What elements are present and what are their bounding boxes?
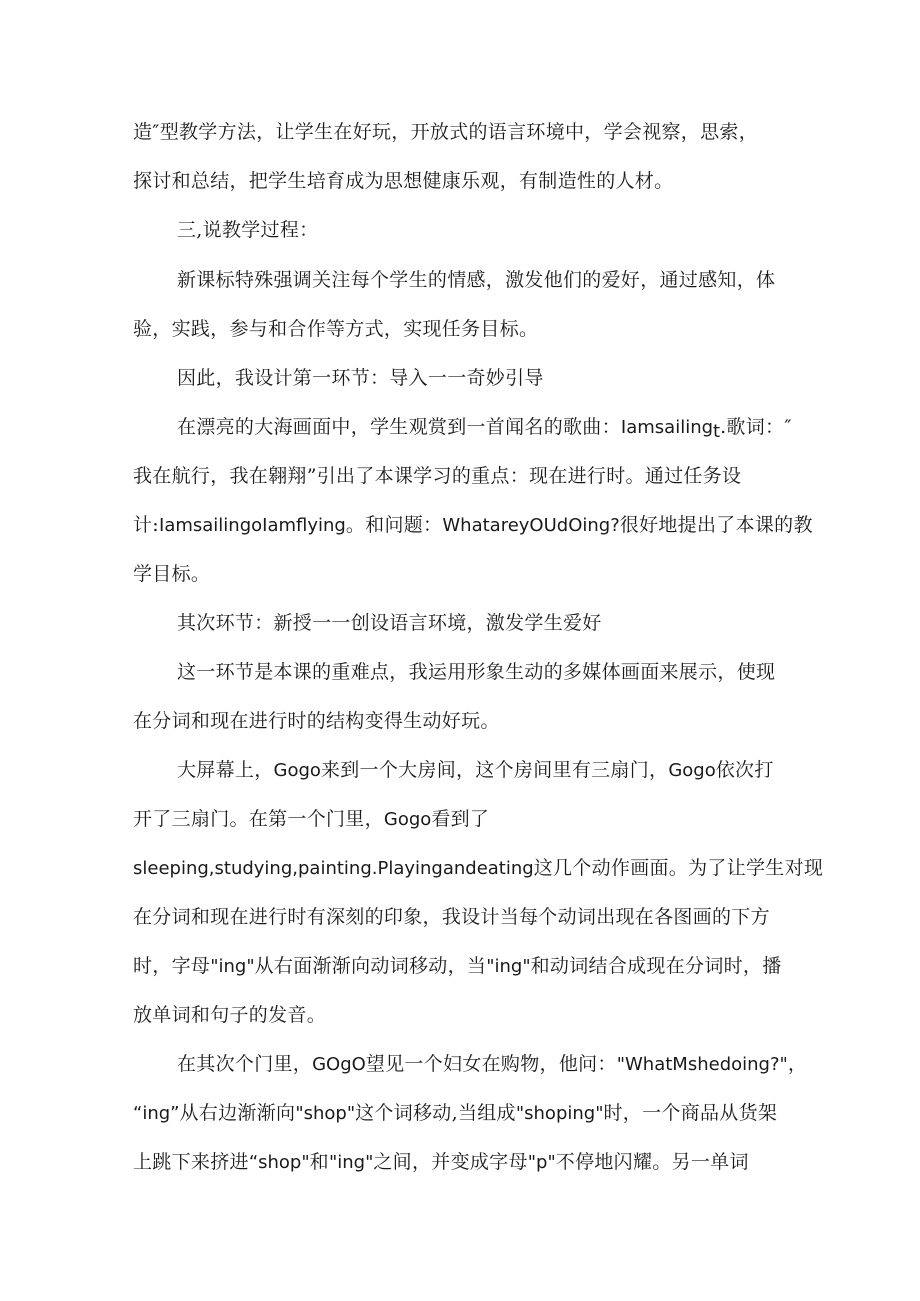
text-run: 大屏幕上， (177, 759, 274, 781)
text-run: 上跳下来挤进 (133, 1151, 249, 1173)
paragraph-3 (133, 256, 795, 354)
english-question: WhatareyOUdOing? (442, 515, 620, 536)
text-run: 时，字母 (133, 955, 211, 977)
english-question: "WhatMshedoing?" (616, 1054, 788, 1075)
text-line: 因此，我设计第一环节：导入一一奇妙引导 (177, 367, 544, 389)
text-run: 看到了 (431, 808, 490, 830)
text-line: 探讨和总结，把学生培育成为思想健康乐观，有制造性的人材。 (133, 170, 674, 192)
text-line (133, 1138, 795, 1187)
section-heading (133, 206, 795, 255)
text-run: 从右边渐渐向 (179, 1102, 296, 1124)
text-line (133, 746, 795, 795)
text-run: 时，一个商品从货架 (603, 1102, 778, 1124)
text-run: 这个词移动,当组成 (355, 1102, 516, 1124)
text-run: 依次打 (715, 759, 774, 781)
text-line: 验，实践，参与和合作等方式，实现任务目标。 (133, 318, 539, 340)
text-run: 望见一个妇女在购物，他问： (365, 1053, 617, 1075)
paragraph-1 (133, 108, 795, 206)
english-suffix: "ing" (328, 1152, 374, 1173)
text-run: 开了三扇门。在第一个门里， (133, 808, 384, 830)
text-run: 从右面渐渐向动词移动，当 (254, 955, 487, 977)
text-line (133, 1089, 795, 1138)
text-line: 在分词和现在进行时有深刻的印象，我设计当每个动词出现在各图画的下方 (133, 906, 770, 928)
paragraph-9 (133, 1040, 808, 1187)
character-name: GOgO (312, 1054, 366, 1075)
character-name: Gogo (383, 809, 432, 830)
text-run: 和动词结合成现在分词时，播 (530, 955, 782, 977)
english-word: "shoping" (515, 1103, 604, 1124)
paragraph-8 (133, 746, 824, 1040)
paragraph-4 (133, 354, 795, 403)
text-line: 我在航行，我在翱翔”引出了本课学习的重点：现在进行时。通过任务设 (133, 465, 742, 487)
text-line (133, 1040, 808, 1089)
paragraph-5 (133, 403, 813, 599)
text-run: 很好地提出了本课的教 (619, 514, 813, 536)
text-run: ， (787, 1053, 808, 1075)
text-line: 在分词和现在进行时的结构变得生动好玩。 (133, 710, 500, 732)
character-name: Gogo (273, 760, 321, 781)
text-run: 在其次个门里， (177, 1053, 313, 1075)
english-phrase: IamsailingoIamflying (159, 515, 346, 536)
text-line: 学目标。 (133, 563, 211, 585)
text-line (133, 403, 795, 452)
text-line (133, 844, 824, 893)
english-word-list: sleeping,studying,painting.Playingandeating (133, 858, 534, 879)
paragraph-6 (133, 599, 795, 648)
text-run: 和 (309, 1151, 329, 1173)
text-run: 。和问题： (345, 514, 443, 536)
text-run: .歌词：″ (720, 416, 792, 438)
text-run: 之间，并变成字母 (373, 1151, 528, 1173)
text-run: 来到一个大房间，这个房间里有三扇门， (320, 759, 669, 781)
text-run: 不停地闪耀。另一单词 (555, 1151, 749, 1173)
english-word: "shop" (295, 1103, 356, 1124)
text-line (133, 795, 795, 844)
text-line: 这一环节是本课的重难点，我运用形象生动的多媒体画面来展示，使现 (177, 661, 776, 683)
english-suffix: "ing" (486, 956, 531, 977)
text-line (133, 942, 795, 991)
text-run: 这几个动作画面。为了让学生对现 (533, 857, 824, 879)
text-run: 计: (133, 514, 160, 536)
english-letter: "p" (527, 1152, 556, 1173)
text-line (133, 501, 813, 550)
text-line: 造″型教学方法，让学生在好玩，开放式的语言环境中，学会视察，思索， (133, 121, 758, 143)
english-suffix: "ing" (210, 956, 255, 977)
text-line: 其次环节：新授一一创设语言环境，激发学生爱好 (177, 612, 602, 634)
paragraph-7 (133, 648, 795, 746)
subscript-mark: t (713, 421, 721, 442)
character-name: Gogo (668, 760, 716, 781)
text-line: 新课标特殊强调关注每个学生的情感，激发他们的爱好，通过感知，体 (177, 269, 776, 291)
english-suffix: “ing” (133, 1103, 180, 1124)
song-title: Iamsailing (620, 417, 714, 438)
english-word: “shop" (248, 1152, 310, 1173)
heading-text: 三,说教学过程： (177, 219, 319, 241)
text-line: 放单词和句子的发音。 (133, 1004, 327, 1026)
text-run: 在漂亮的大海画面中，学生观赏到一首闻名的歌曲： (177, 416, 621, 438)
